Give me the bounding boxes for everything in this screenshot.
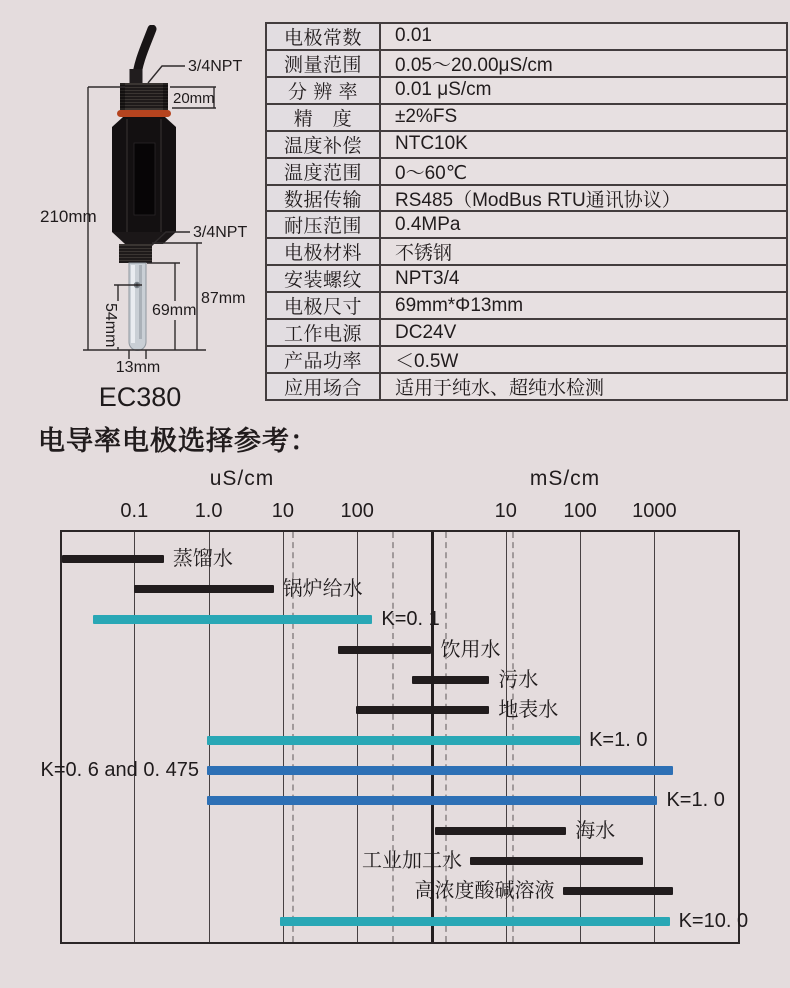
axis-tick-label: 1000	[632, 500, 677, 522]
table-row	[267, 318, 786, 345]
range-bar-black	[435, 827, 567, 835]
dim-hole-depth: 54mm	[102, 303, 119, 348]
axis-tick-label: 0.1	[120, 500, 149, 522]
dim-overall-length: 210mm	[40, 207, 97, 226]
range-bar-black	[356, 706, 490, 714]
probe-figure	[30, 25, 260, 410]
range-bar-teal	[207, 736, 580, 745]
range-bar-black	[563, 887, 674, 895]
spec-value: 0.4MPa	[395, 213, 461, 235]
table-row	[267, 345, 786, 372]
bar-label: K=0. 1	[381, 608, 440, 631]
bar-label: K=0. 6 and 0. 475	[40, 759, 199, 782]
spec-value: 0～60℃	[395, 162, 468, 184]
bar-label: 高浓度酸碱溶液	[414, 879, 555, 902]
table-row	[267, 291, 786, 318]
table-row	[267, 210, 786, 237]
model-label: EC380	[98, 382, 182, 410]
bar-label: K=10. 0	[678, 910, 749, 933]
spec-label: 数据传输	[267, 186, 381, 211]
range-bar-teal	[93, 615, 372, 624]
conductivity-selection-chart	[0, 415, 790, 988]
dim-top-thread: 3/4NPT	[188, 58, 243, 75]
spec-value: NTC10K	[395, 133, 468, 155]
spec-value: 0.05～20.00μS/cm	[395, 54, 553, 76]
spec-label: 电极尺寸	[267, 293, 381, 318]
gridline	[134, 532, 135, 942]
axis-unit-us: uS/cm	[209, 467, 275, 490]
gridline	[654, 532, 655, 942]
spec-label: 温度补偿	[267, 132, 381, 157]
o-ring	[117, 110, 171, 117]
spec-value: 不锈钢	[395, 243, 453, 265]
spec-value: ±2%FS	[395, 106, 458, 128]
dim-lower-thread: 3/4NPT	[193, 224, 248, 241]
spec-value: 0.01	[395, 25, 432, 47]
spec-label: 精 度	[267, 105, 381, 130]
dim-thread-length: 20mm	[173, 90, 215, 107]
chart-frame	[40, 530, 749, 944]
spec-value: RS485（ModBus RTU通讯协议）	[395, 189, 681, 211]
range-bar-black	[412, 676, 489, 684]
table-row	[267, 237, 786, 264]
spec-label: 电极材料	[267, 239, 381, 264]
spec-value: 适用于纯水、超纯水检测	[395, 377, 605, 399]
axis-tick-label: 1.0	[194, 500, 223, 522]
table-row	[267, 24, 786, 49]
axis-tick-label: 100	[340, 500, 374, 522]
range-bar-black	[134, 585, 273, 593]
chart-title: 电导率电极选择参考：	[38, 426, 318, 456]
range-bar-blue	[207, 796, 658, 805]
table-row	[267, 157, 786, 184]
bar-label: K=1. 0	[589, 729, 648, 752]
table-row	[267, 49, 786, 76]
gridline	[580, 532, 581, 942]
spec-label: 测量范围	[267, 51, 381, 76]
bar-label: 污水	[498, 668, 539, 691]
range-bar-black	[470, 857, 643, 865]
axis-unit-ms: mS/cm	[529, 467, 601, 490]
spec-table	[265, 22, 788, 401]
spec-label: 应用场合	[267, 374, 381, 399]
bar-label: 锅炉给水	[282, 578, 363, 601]
spec-value: 69mm*Φ13mm	[395, 294, 524, 316]
bar-label: 饮用水	[440, 638, 501, 661]
table-row	[267, 103, 786, 130]
spec-value: 0.01 μS/cm	[395, 79, 492, 101]
bar-label: K=1. 0	[666, 789, 725, 812]
table-row	[267, 184, 786, 211]
spec-value: NPT3/4	[395, 267, 460, 289]
spec-value: ＜0.5W	[395, 351, 459, 373]
bar-label: 蒸馏水	[172, 548, 233, 570]
axis-tick-label: 10	[494, 500, 517, 522]
range-bar-teal	[280, 917, 670, 926]
table-row	[267, 372, 786, 399]
range-bar-black	[62, 555, 164, 563]
range-bar-black	[338, 646, 432, 654]
spec-label: 工作电源	[267, 320, 381, 345]
table-row	[267, 264, 786, 291]
bar-label: 工业加工水	[362, 849, 463, 872]
spec-label: 产品功率	[267, 347, 381, 372]
dim-electrode-length: 69mm	[152, 302, 197, 319]
bar-label: 海水	[575, 819, 616, 842]
top-thread	[120, 83, 168, 110]
dim-insert-length: 87mm	[201, 290, 246, 307]
spec-label: 温度范围	[267, 159, 381, 184]
range-bar-blue	[207, 766, 673, 775]
spec-label: 耐压范围	[267, 212, 381, 237]
spec-label: 分 辨 率	[267, 78, 381, 103]
bar-label: 地表水	[498, 698, 559, 721]
spec-label: 安装螺纹	[267, 266, 381, 291]
axis-tick-label: 100	[563, 500, 597, 522]
table-row	[267, 130, 786, 157]
spec-label: 电极常数	[267, 24, 381, 49]
dim-tube-diameter: 13mm	[115, 359, 161, 376]
table-row	[267, 76, 786, 103]
spec-value: DC24V	[395, 321, 457, 343]
body-panel	[134, 143, 155, 215]
axis-tick-label: 10	[271, 500, 295, 522]
